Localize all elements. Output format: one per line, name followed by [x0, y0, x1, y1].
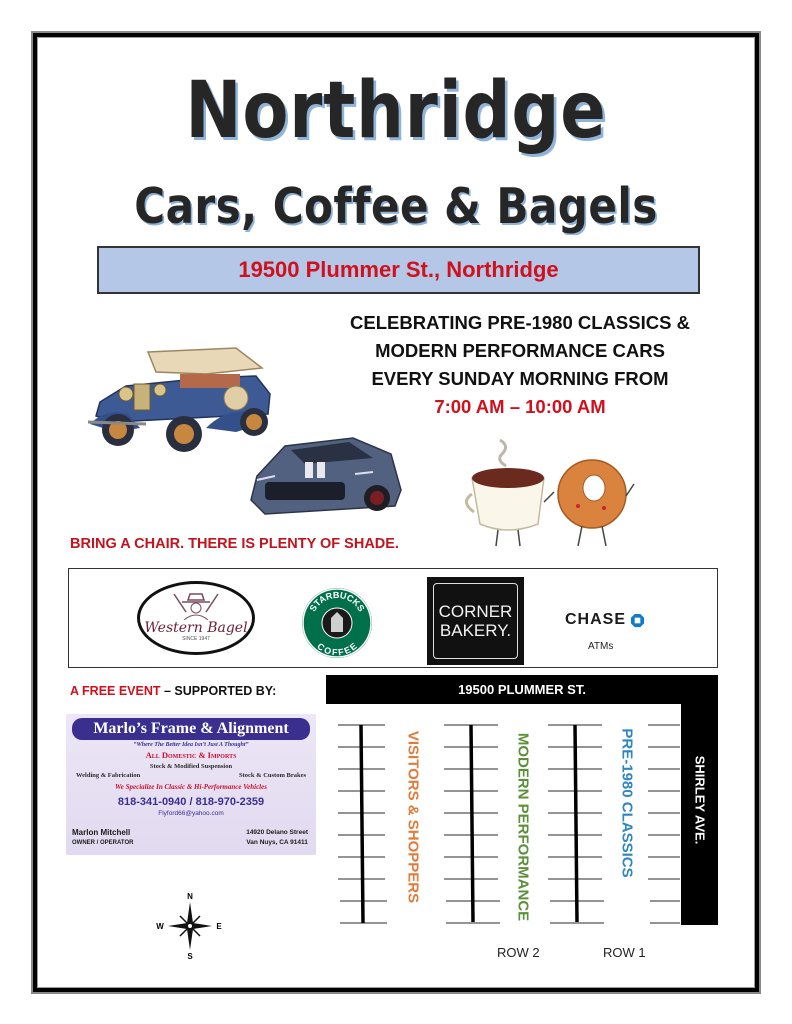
card-street: 14920 Delano Street — [246, 829, 308, 836]
card-service-welding: Welding & Fabrication — [76, 772, 141, 779]
card-email: Flyford66@yahoo.com — [158, 810, 224, 817]
compass-west: W — [156, 922, 164, 931]
free-event-text: A FREE EVENT — [70, 684, 161, 698]
address-banner — [97, 246, 700, 294]
corner-bakery-line-1: CORNER — [438, 602, 513, 621]
starbucks-bottom-text: COFFEE — [315, 640, 359, 658]
starbucks-logo — [302, 588, 372, 658]
compass-north: N — [187, 892, 193, 901]
poster-title: Northridge — [185, 66, 607, 156]
chase-logo — [565, 611, 645, 629]
supported-by-text: – SUPPORTED BY: — [160, 684, 277, 698]
shirley-avenue — [681, 675, 718, 925]
starbucks-top-text: STARBUCKS — [307, 589, 367, 614]
corner-bakery-logo — [427, 577, 524, 665]
event-time: 7:00 AM – 10:00 AM — [434, 396, 606, 417]
corner-bakery-line-2: BAKERY. — [439, 621, 512, 640]
western-bagel-logo — [137, 581, 255, 655]
card-imports: All Domestic & Imports — [145, 750, 237, 760]
row-label-modern: MODERN PERFORMANCE — [514, 732, 532, 922]
address-text: 19500 Plummer St., Northridge — [238, 257, 559, 282]
card-service-suspension: Stock & Modified Suspension — [149, 763, 233, 770]
card-phone-numbers: 818-341-0940 / 818-970-2359 — [117, 796, 265, 808]
card-city: Van Nuys, CA 91411 — [246, 839, 308, 846]
card-specialty: We Specialize In Classic & Hi-Performance Vehicles — [115, 783, 267, 791]
card-address — [246, 828, 308, 848]
shade-note: BRING A CHAIR. THERE IS PLENTY OF SHADE. — [70, 536, 399, 552]
coffee-bagel-image — [462, 432, 642, 552]
event-description — [330, 309, 710, 421]
row-1-label: ROW 1 — [603, 945, 646, 960]
card-business-name: Marlo’s Frame & Alignment — [72, 718, 310, 740]
row-label-classics: PRE-1980 CLASSICS — [618, 728, 636, 878]
card-owner — [72, 828, 133, 848]
plummer-street: 19500 PLUMMER ST. — [326, 675, 718, 704]
card-tagline: “Where The Better Idea Isn’t Just A Thought” — [133, 742, 249, 748]
row-label-visitors: VISITORS & SHOPPERS — [404, 730, 422, 904]
compass-east: E — [216, 922, 222, 931]
shirley-avenue-label: SHIRLEY AVE. — [692, 755, 707, 845]
western-bagel-name: Western Bagel — [144, 620, 248, 636]
row-2-label: ROW 2 — [497, 945, 540, 960]
blurb-line-3: EVERY SUNDAY MORNING FROM — [371, 368, 669, 389]
compass-rose-icon — [148, 888, 232, 964]
blurb-line-1: CELEBRATING PRE-1980 CLASSICS & — [350, 312, 690, 333]
cowboy-icon — [166, 590, 226, 620]
card-owner-name: Marlon Mitchell — [72, 828, 131, 837]
poster-subtitle: Cars, Coffee & Bagels — [134, 178, 658, 235]
free-event-label — [70, 684, 276, 698]
modern-car-image — [245, 432, 405, 518]
card-owner-role: OWNER / OPERATOR — [72, 840, 134, 846]
chase-atms-note: ATMs — [588, 641, 614, 652]
western-bagel-since: SINCE 1947 — [182, 636, 210, 642]
chase-octagon-icon — [630, 613, 645, 628]
blurb-line-2: MODERN PERFORMANCE CARS — [375, 340, 665, 361]
chase-name: CHASE — [565, 611, 627, 628]
card-service-brakes: Stock & Custom Brakes — [239, 772, 306, 779]
compass-south: S — [187, 952, 193, 961]
sponsor-logos — [68, 568, 718, 668]
sponsor-business-card — [66, 714, 316, 855]
